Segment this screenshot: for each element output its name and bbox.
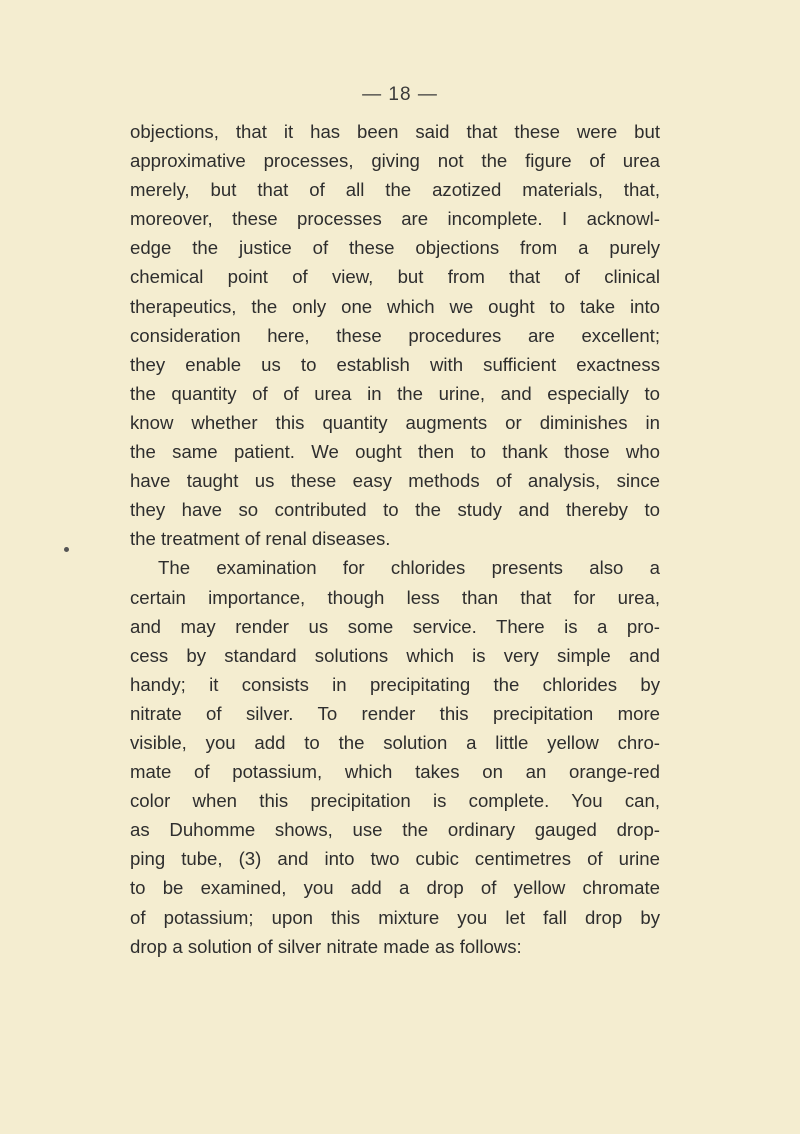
body-text	[130, 117, 660, 961]
text-line: visible, you add to the solution a little yellow chro-	[130, 731, 660, 753]
margin-mark	[64, 547, 69, 552]
text-line: drop a solution of silver nitrate made as follows:	[130, 935, 522, 957]
text-line: The examination for chlorides presents also a	[158, 557, 660, 579]
text-line: the quantity of of urea in the urine, and especially to	[130, 382, 660, 404]
text-line: of potassium; upon this mixture you let fall drop by	[130, 906, 660, 928]
text-line: know whether this quantity augments or diminishes in	[130, 411, 660, 433]
text-line: consideration here, these procedures are excellent;	[130, 324, 660, 346]
text-line: the treatment of renal diseases.	[130, 528, 391, 550]
text-line: certain importance, though less than that for urea,	[130, 586, 660, 608]
text-line: edge the justice of these objections from a purely	[130, 237, 660, 259]
paragraph-2	[130, 553, 660, 960]
text-line: approximative processes, giving not the figure of urea	[130, 150, 660, 172]
text-line: have taught us these easy methods of analysis, since	[130, 470, 660, 492]
paragraph-1	[130, 117, 660, 553]
text-line: objections, that it has been said that these were but	[130, 121, 660, 142]
page-number: — 18 —	[362, 84, 438, 105]
text-line: chemical point of view, but from that of clinical	[130, 266, 660, 288]
text-line: they enable us to establish with sufficient exactness	[130, 353, 660, 375]
text-line: mate of potassium, which takes on an orange-red	[130, 761, 660, 783]
text-line: therapeutics, the only one which we ought to take into	[130, 295, 660, 317]
text-line: as Duhomme shows, use the ordinary gauged drop-	[130, 819, 660, 841]
text-line: color when this precipitation is complete. You can,	[130, 790, 660, 812]
text-line: moreover, these processes are incomplete. I acknowl-	[130, 208, 660, 230]
text-line: handy; it consists in precipitating the chlorides by	[130, 673, 660, 695]
text-line: they have so contributed to the study and thereby to	[130, 499, 660, 521]
text-line: and may render us some service. There is a pro-	[130, 615, 660, 637]
text-line: cess by standard solutions which is very simple and	[130, 644, 660, 666]
text-line: to be examined, you add a drop of yellow chromate	[130, 877, 660, 899]
text-line: merely, but that of all the azotized materials, that,	[130, 179, 660, 201]
text-line: the same patient. We ought then to thank those who	[130, 441, 660, 463]
text-line: nitrate of silver. To render this precipitation more	[130, 702, 660, 724]
text-line: ping tube, (3) and into two cubic centimetres of urine	[130, 848, 660, 870]
